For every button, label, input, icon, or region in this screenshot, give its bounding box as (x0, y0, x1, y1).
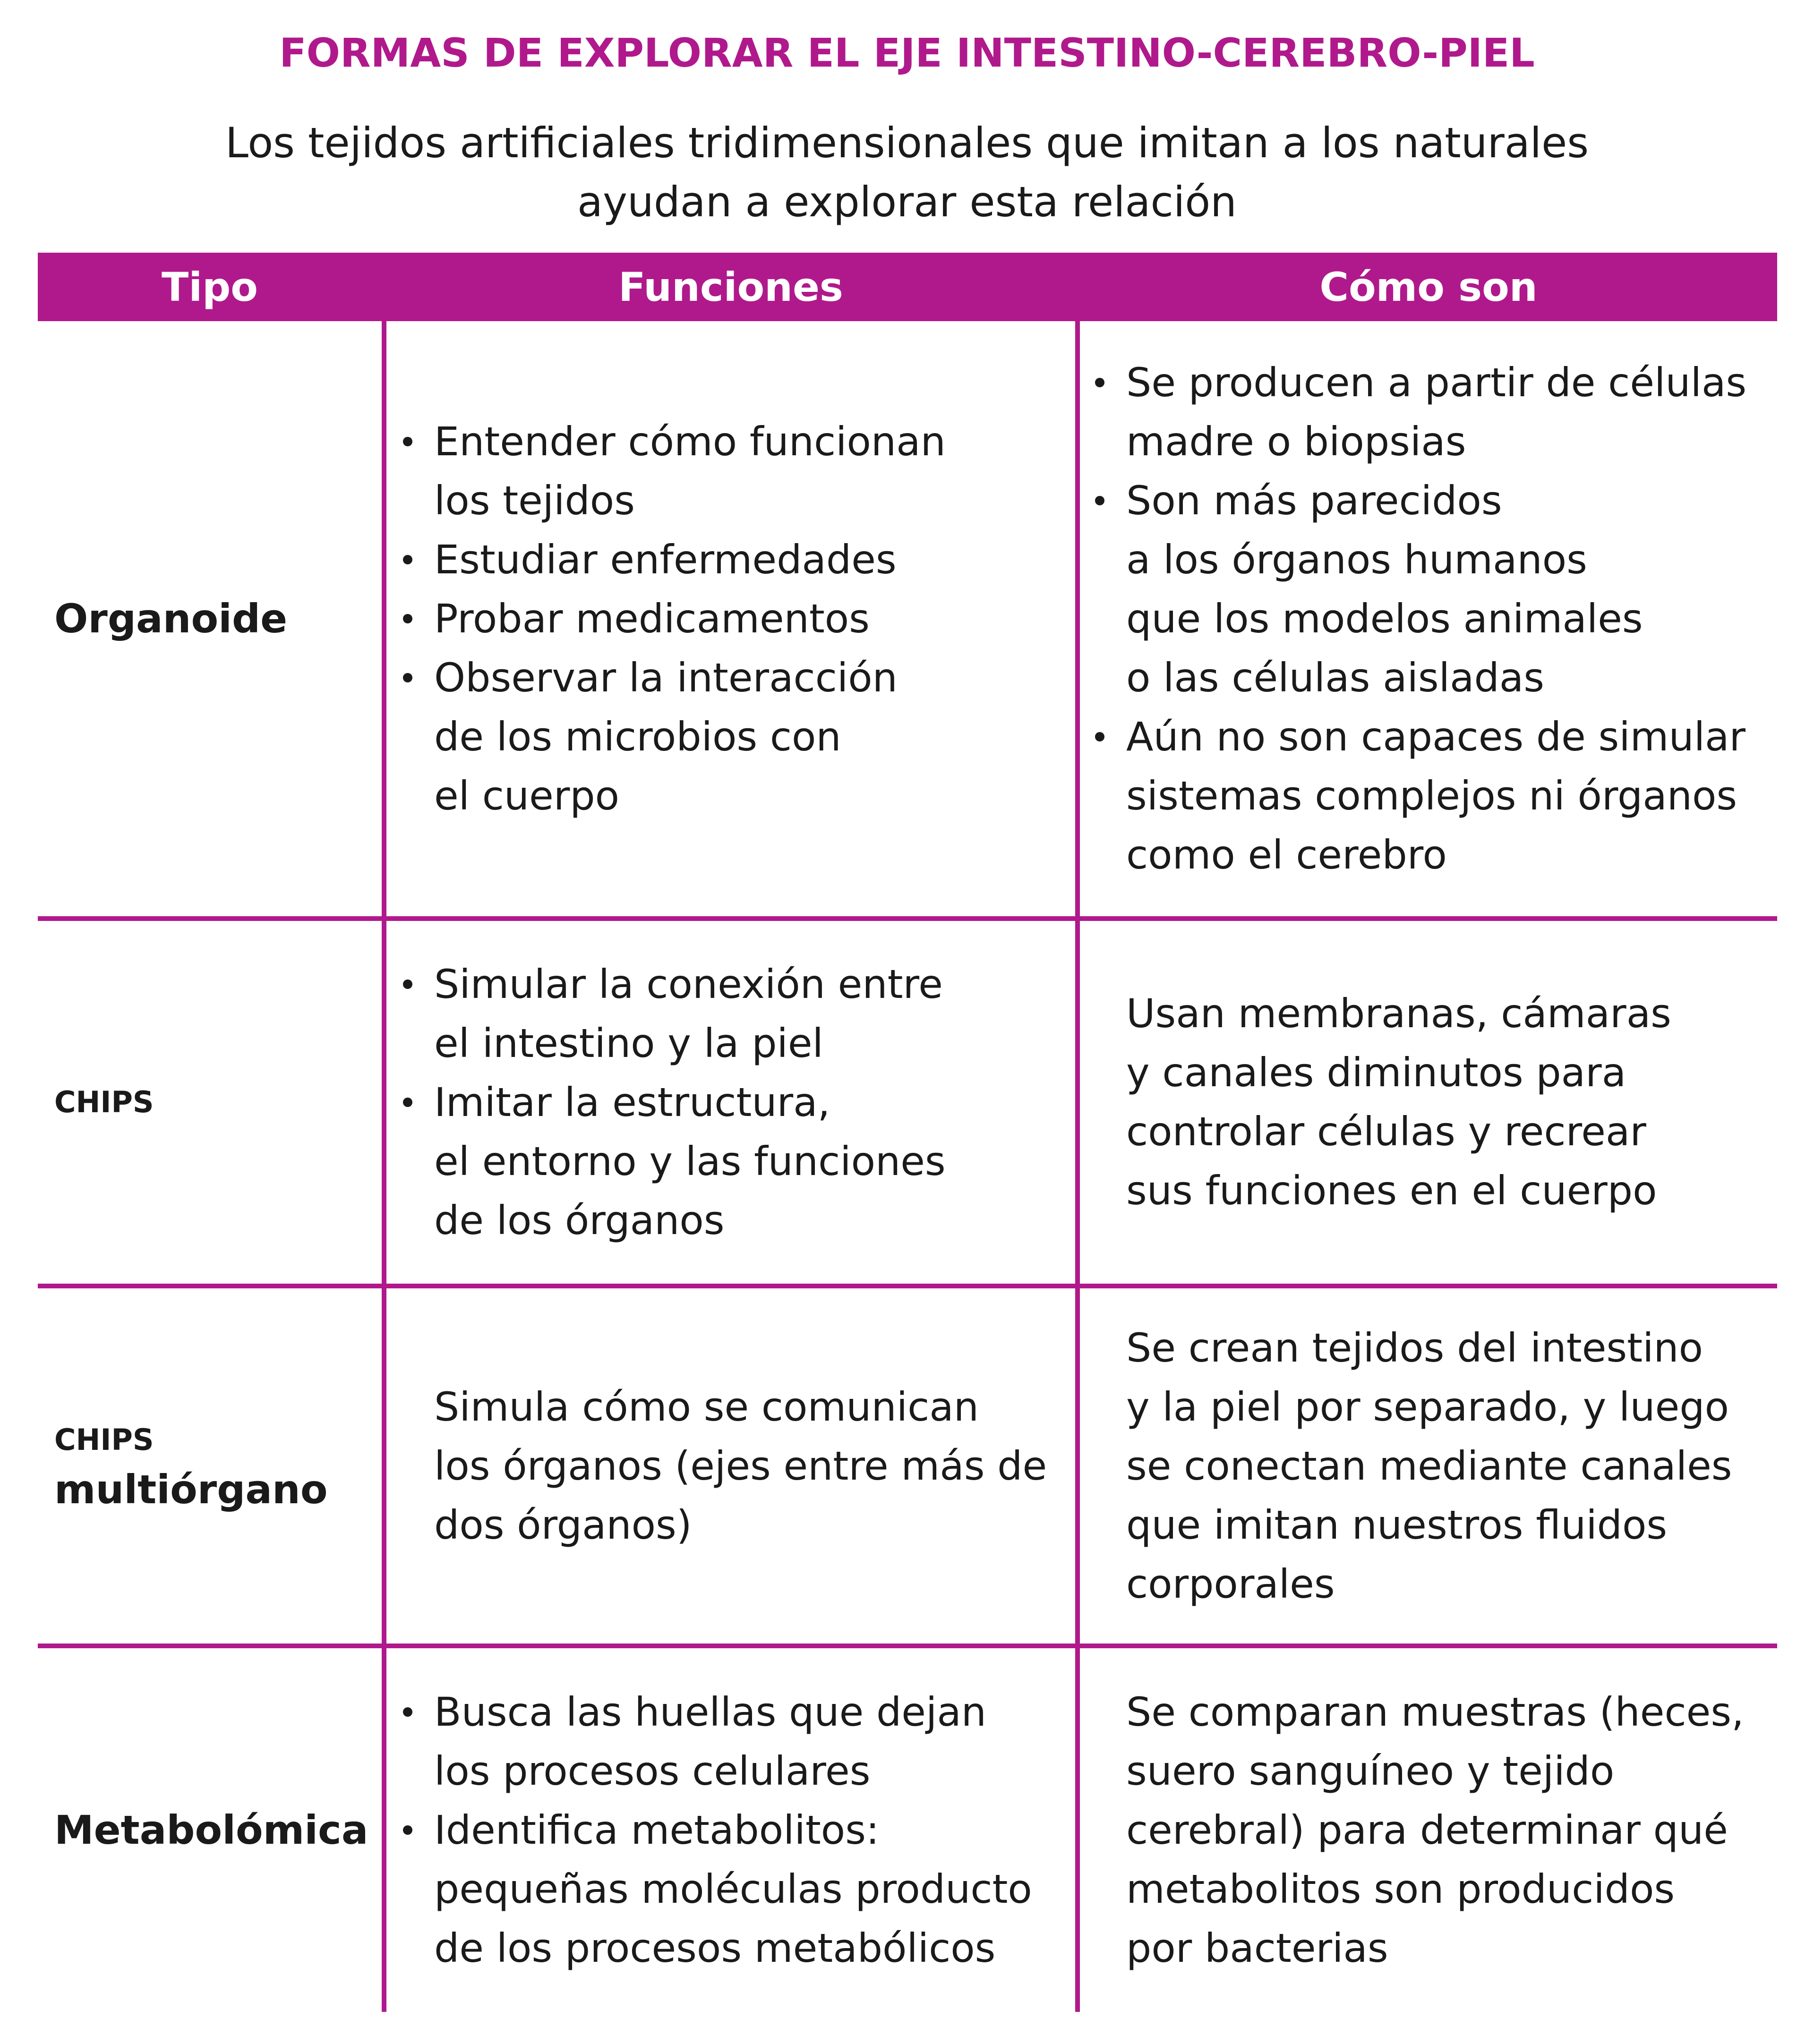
row-chips-multiorgano-functions (434, 1288, 1072, 1644)
list-item: Entender cómo funcionan los tejidos (399, 412, 946, 530)
type-label-line1: CHIPS (54, 1422, 154, 1457)
header-funciones: Funciones (386, 253, 1075, 321)
functions-list (399, 412, 946, 826)
list-item: Se producen a partir de células madre o biopsias (1091, 353, 1746, 471)
row-chips-type (54, 921, 380, 1284)
page-subtitle: Los tejidos artificiales tridimensionales que imitan a los naturales ayudan a explorar esta relación (225, 119, 1589, 226)
type-label-line2: multiórgano (54, 1466, 328, 1513)
row-metabolomica-description (1126, 1648, 1781, 2012)
row-organoide-description (1091, 321, 1781, 916)
row-divider-2 (38, 1284, 1777, 1288)
list-item: Aún no son capaces de simular sistemas complejos ni órganos como el cerebro (1091, 707, 1746, 885)
functions-list (399, 1683, 1032, 1978)
list-item: Probar medicamentos (399, 589, 946, 648)
list-item: Busca las huellas que dejan los procesos celulares (399, 1683, 1032, 1801)
row-divider-1 (38, 916, 1777, 921)
description-text: Usan membranas, cámaras y canales diminutos para controlar células y recrear sus funciones en el cuerpo (1126, 990, 1671, 1214)
type-label: CHIPS (54, 1085, 154, 1119)
description-text: Se comparan muestras (heces, suero sanguíneo y tejido cerebral) para determinar qué metabolitos son producidos por bacterias (1126, 1688, 1744, 1971)
header-tipo: Tipo (38, 253, 382, 321)
list-item: Estudiar enfermedades (399, 530, 946, 589)
description-list (1091, 353, 1746, 885)
description-text: Se crean tejidos del intestino y la piel por separado, y luego se conectan mediante canales que imitan nuestros fluidos corporales (1126, 1324, 1732, 1607)
row-organoide-type (54, 321, 380, 916)
row-chips-functions (399, 921, 1070, 1284)
row-metabolomica-functions (399, 1648, 1072, 2012)
page-title: FORMAS DE EXPLORAR EL EJE INTESTINO-CEREBRO-PIEL (279, 30, 1535, 76)
list-item: Son más parecidos a los órganos humanos que los modelos animales o las células aisladas (1091, 471, 1746, 707)
row-chips-multiorgano-description (1126, 1288, 1781, 1644)
list-item: Identifica metabolitos: pequeñas moléculas producto de los procesos metabólicos (399, 1801, 1032, 1978)
functions-text: Simula cómo se comunican los órganos (ejes entre más de dos órganos) (434, 1383, 1047, 1548)
type-label: Organoide (54, 595, 288, 642)
row-chips-description (1126, 921, 1781, 1284)
list-item: Imitar la estructura, el entorno y las funciones de los órganos (399, 1073, 946, 1250)
header-como-son: Cómo son (1080, 253, 1777, 321)
row-chips-multiorgano-type (54, 1288, 380, 1644)
list-item: Simular la conexión entre el intestino y la piel (399, 955, 946, 1073)
type-label: Metabolómica (54, 1806, 368, 1853)
row-organoide-functions (399, 321, 1070, 916)
functions-list (399, 955, 946, 1250)
column-divider-2 (1075, 253, 1080, 2012)
column-divider-1 (382, 253, 386, 2012)
row-metabolomica-type (54, 1648, 380, 2012)
list-item: Observar la interacción de los microbios con el cuerpo (399, 648, 946, 826)
row-divider-3 (38, 1644, 1777, 1648)
